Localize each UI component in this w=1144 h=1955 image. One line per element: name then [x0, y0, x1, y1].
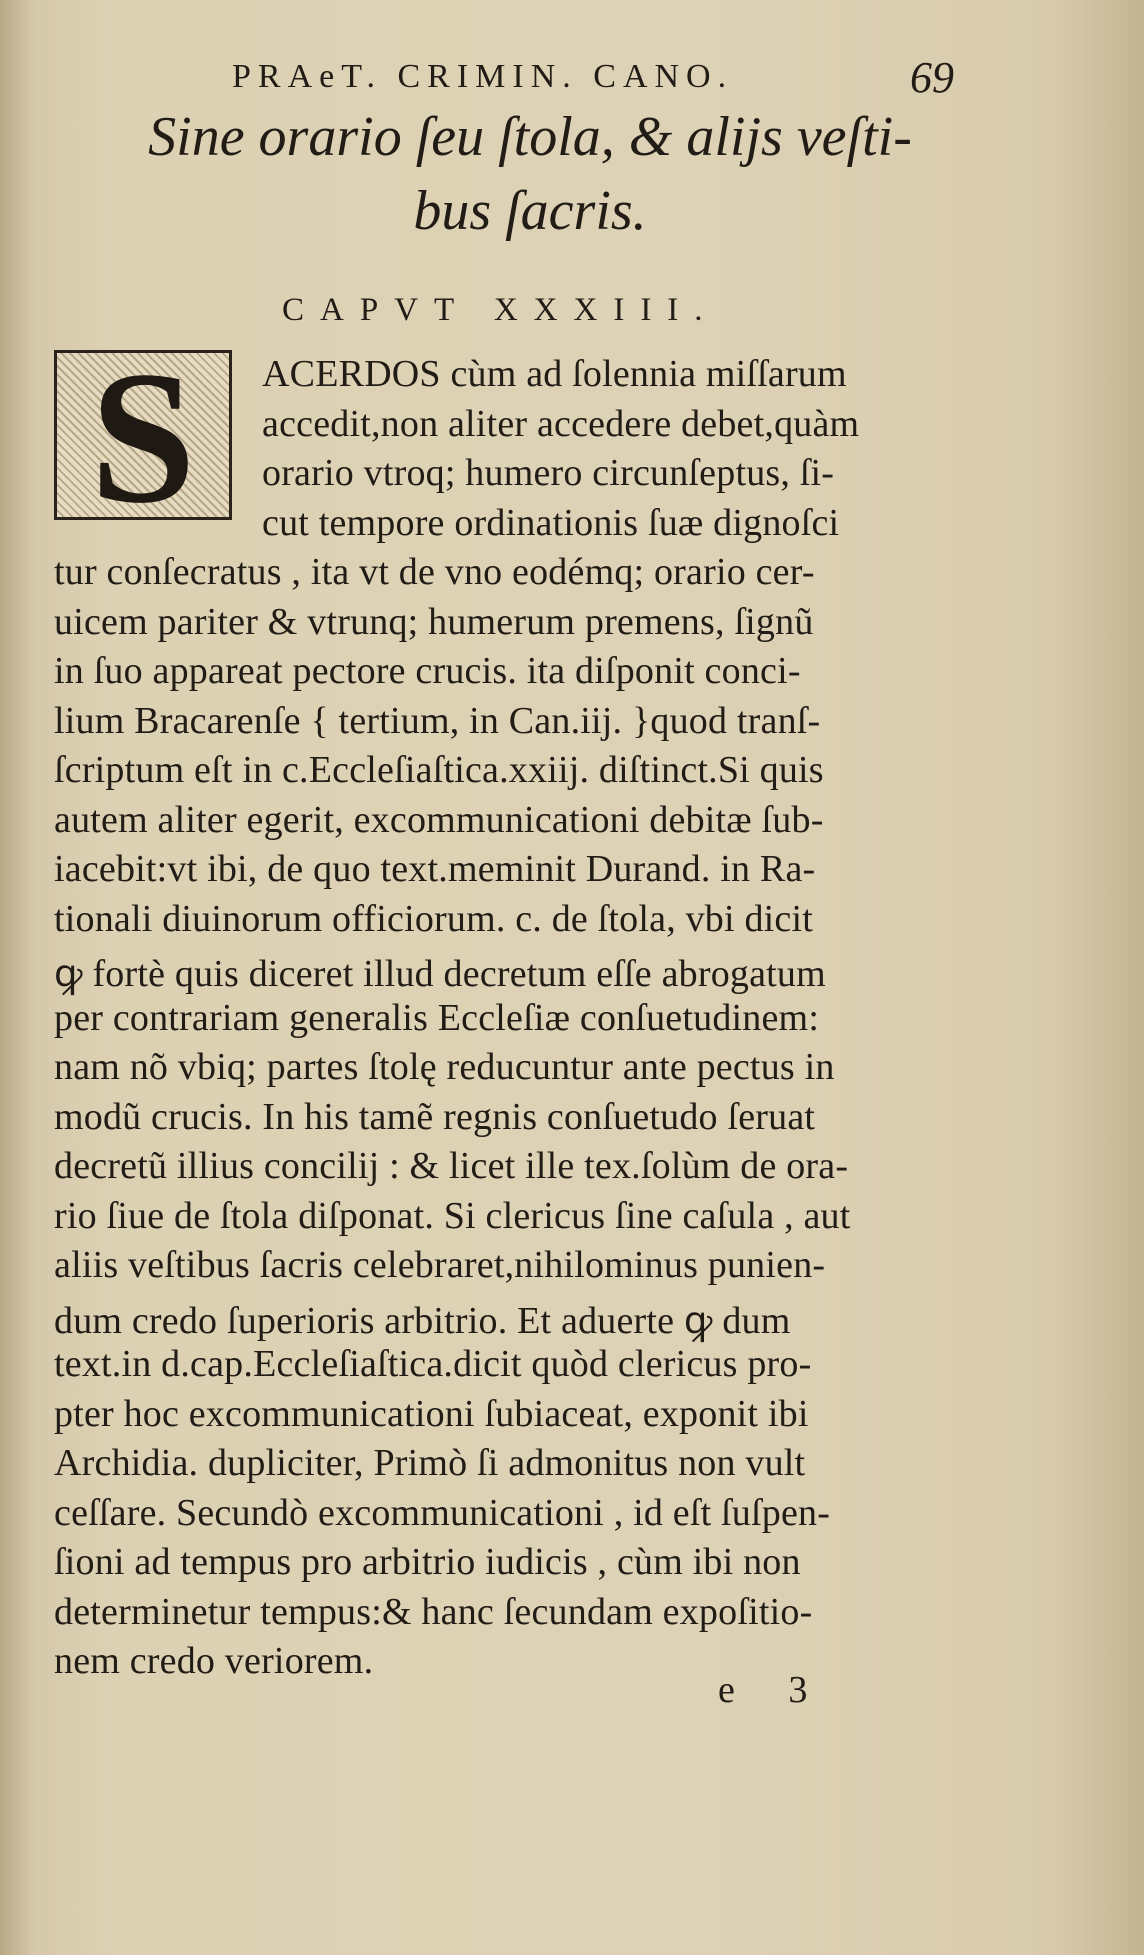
chapter-label: CAPVT XXXIII. — [282, 292, 719, 328]
text-line: dum credo ſuperioris arbitrio. Et aduerte ꝙ dum — [54, 1299, 791, 1342]
signature-mark: e 3 — [718, 1669, 830, 1711]
text-line: rio ſiue de ſtola diſponat. Si clericus ſine caſula , aut — [54, 1194, 851, 1237]
text-line: decretũ illius concilij : & licet ille tex.ſolùm de ora- — [54, 1145, 849, 1187]
decorated-initial — [54, 333, 232, 543]
text-line: ſioni ad tempus pro arbitrio iudicis , cùm ibi non — [54, 1541, 801, 1583]
text-line: tur conſecratus , ita vt de vno eodémq; orario cer- — [54, 551, 815, 593]
text-line: determinetur tempus:& hanc ſecundam expoſitio- — [54, 1590, 813, 1633]
text-line: ACERDOS cùm ad ſolennia miſſarum — [262, 353, 847, 395]
text-line: pter hoc excommunicationi ſubiaceat, exponit ibi — [54, 1392, 809, 1435]
text-line: ꝙ fortè quis diceret illud decretum eſſe abrogatum — [54, 953, 826, 995]
text-line: ſcriptum eſt in c.Eccleſiaſtica.xxiij. diſtinct.Si quis — [54, 749, 824, 791]
chapter-title-line: Sine orario ſeu ſtola, & alijs veſti- — [148, 106, 912, 168]
text-line: per contrariam generalis Eccleſiæ conſuetudinem: — [54, 996, 820, 1039]
text-line: aliis veſtibus ſacris celebraret,nihilominus punien- — [54, 1244, 826, 1286]
text-line: tionali diuinorum officiorum. c. de ſtola, vbi dicit — [54, 897, 814, 940]
text-line: autem aliter egerit, excommunicationi debitæ ſub- — [54, 798, 824, 841]
text-line: Archidia. dupliciter, Primò ſi admonitus non vult — [54, 1442, 806, 1484]
text-line: modũ crucis. In his tamẽ regnis conſuetudo ſeruat — [54, 1095, 816, 1138]
text-line: cut tempore ordinationis ſuæ dignoſci — [262, 501, 840, 544]
text-line: ceſſare. Secundò excommunicationi , id eſt ſuſpen- — [54, 1491, 831, 1534]
initial-letter: S — [90, 333, 196, 543]
running-head: PRAeT. CRIMIN. CANO. — [232, 58, 734, 95]
chapter-title — [140, 100, 920, 248]
page-number: 69 — [910, 53, 954, 102]
chapter-title-line: bus ſacris. — [413, 180, 647, 242]
text-line: nem credo veriorem. — [54, 1640, 374, 1682]
text-line: text.in d.cap.Eccleſiaſtica.dicit quòd clericus pro- — [54, 1343, 812, 1385]
text-line: accedit,non aliter accedere debet,quàm — [262, 402, 860, 445]
text-line: uicem pariter & vtrunq; humerum premens, ſignũ — [54, 600, 814, 643]
text-line: orario vtroq; humero circunſeptus, ſi- — [262, 452, 835, 494]
text-line: lium Bracarenſe { tertium, in Can.iij. }quod tranſ- — [54, 699, 821, 742]
text-line: in ſuo appareat pectore crucis. ita diſponit conci- — [54, 650, 801, 692]
text-line: nam nõ vbiq; partes ſtolę reducuntur ante pectus in — [54, 1046, 835, 1088]
text-line: iacebit:vt ibi, de quo text.meminit Durand. in Ra- — [54, 848, 816, 890]
